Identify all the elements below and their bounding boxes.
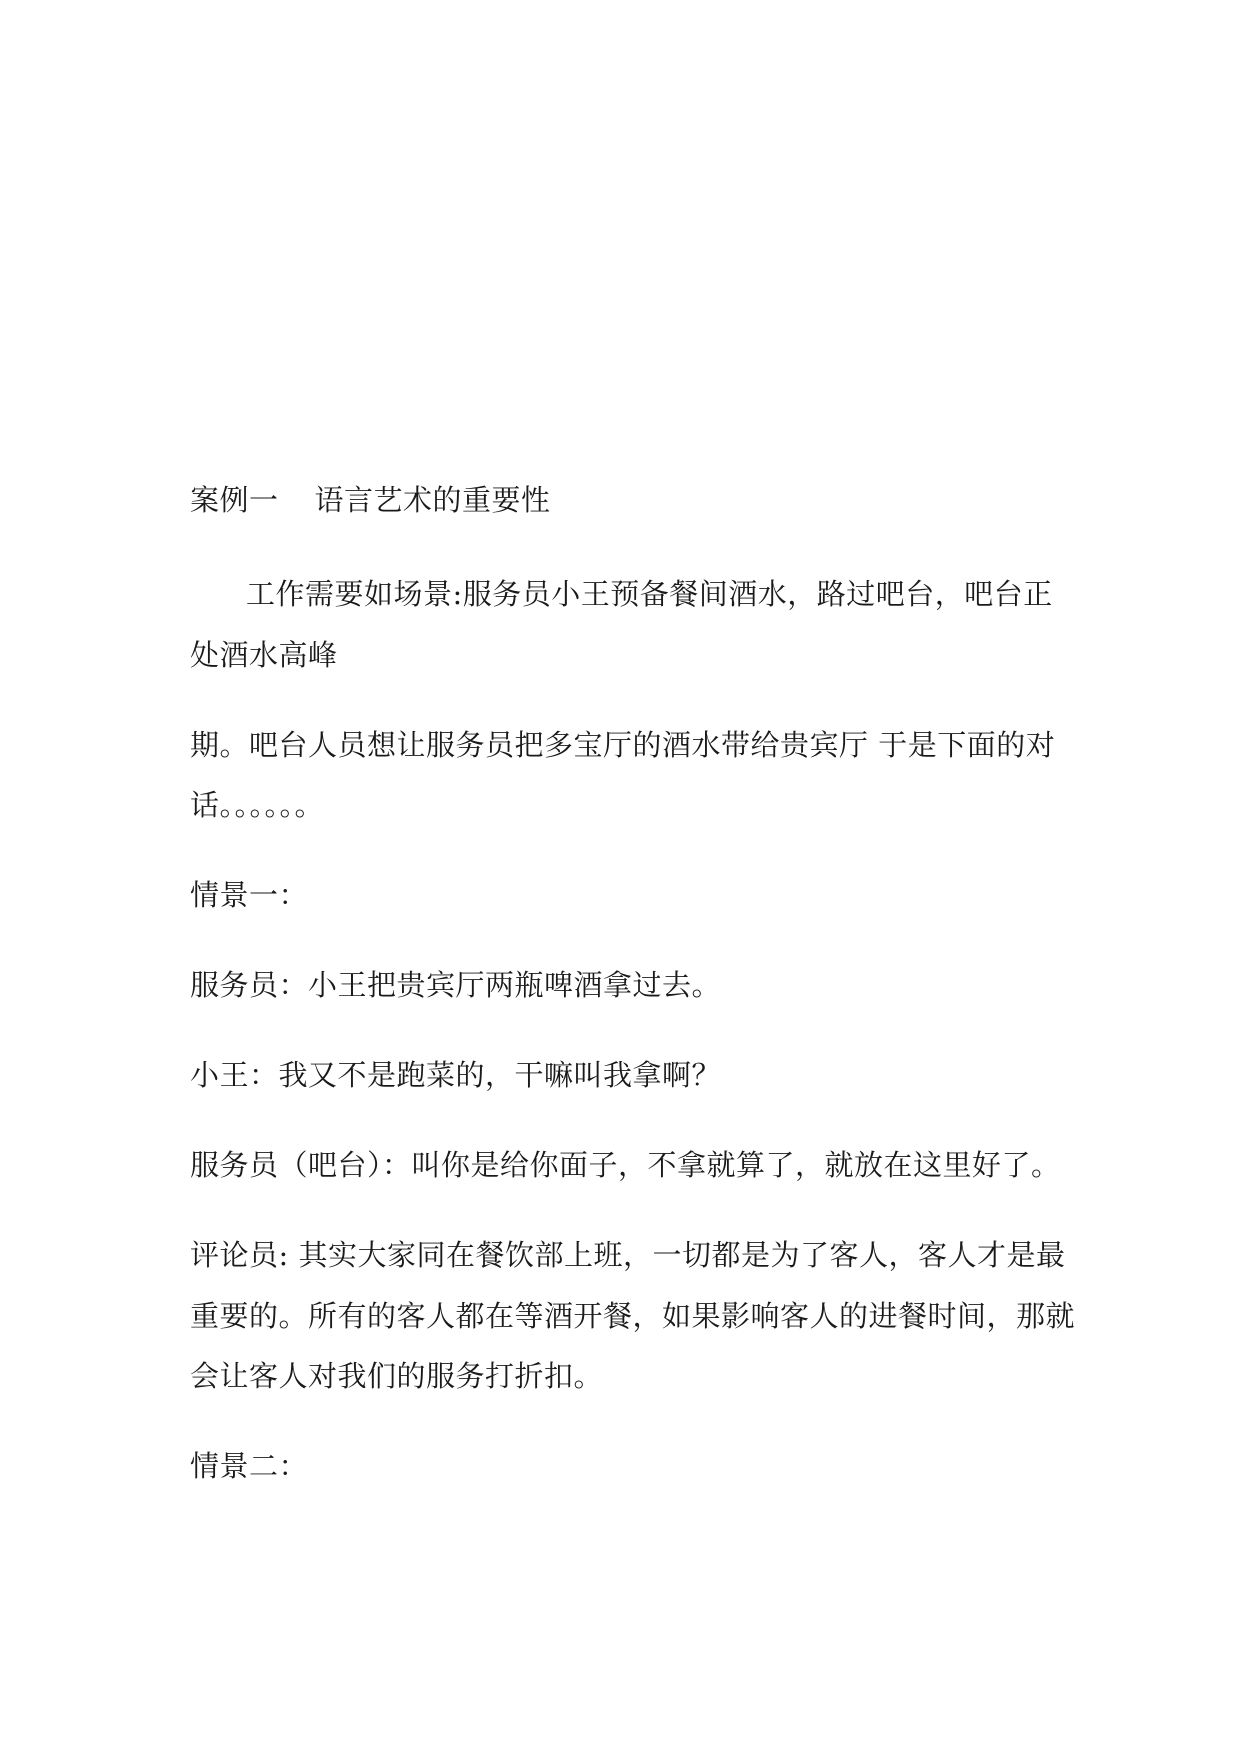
scene-one-heading: 情景一： (190, 878, 309, 912)
case-number: 案例一 (190, 483, 279, 517)
commentary-line2: 重要的。所有的客人都在等酒开餐，如果影响客人的进餐时间，那就 (190, 1299, 1076, 1333)
paragraph-dialog-intro-line1: 期。吧台人员想让服务员把多宝厅的酒水带给贵宾厅 于是下面的对 (190, 728, 1056, 762)
commentary-line3: 会让客人对我们的服务打折扣。 (190, 1359, 604, 1393)
paragraph-scene-line2: 处酒水高峰 (190, 638, 338, 672)
dialog-xiaowang-line: 小王：我又不是跑菜的，干嘛叫我拿啊？ (190, 1058, 722, 1092)
case-title (190, 482, 1070, 518)
paragraph-scene-line1: 工作需要如场景:服务员小王预备餐间酒水，路过吧台，吧台正 (246, 577, 1053, 611)
dialog-bar-line: 服务员（吧台）：叫你是给你面子，不拿就算了，就放在这里好了。 (190, 1148, 1061, 1182)
dialog-waiter-line: 服务员：小王把贵宾厅两瓶啤酒拿过去。 (190, 968, 722, 1002)
paragraph-dialog-intro-line2: 话。。。。。。 (190, 788, 325, 822)
scene-two-heading: 情景二： (190, 1449, 309, 1483)
commentary-line1: 评论员: 其实大家同在餐饮部上班，一切都是为了客人，客人才是最 (190, 1238, 1066, 1272)
case-topic: 语言艺术的重要性 (314, 483, 551, 517)
